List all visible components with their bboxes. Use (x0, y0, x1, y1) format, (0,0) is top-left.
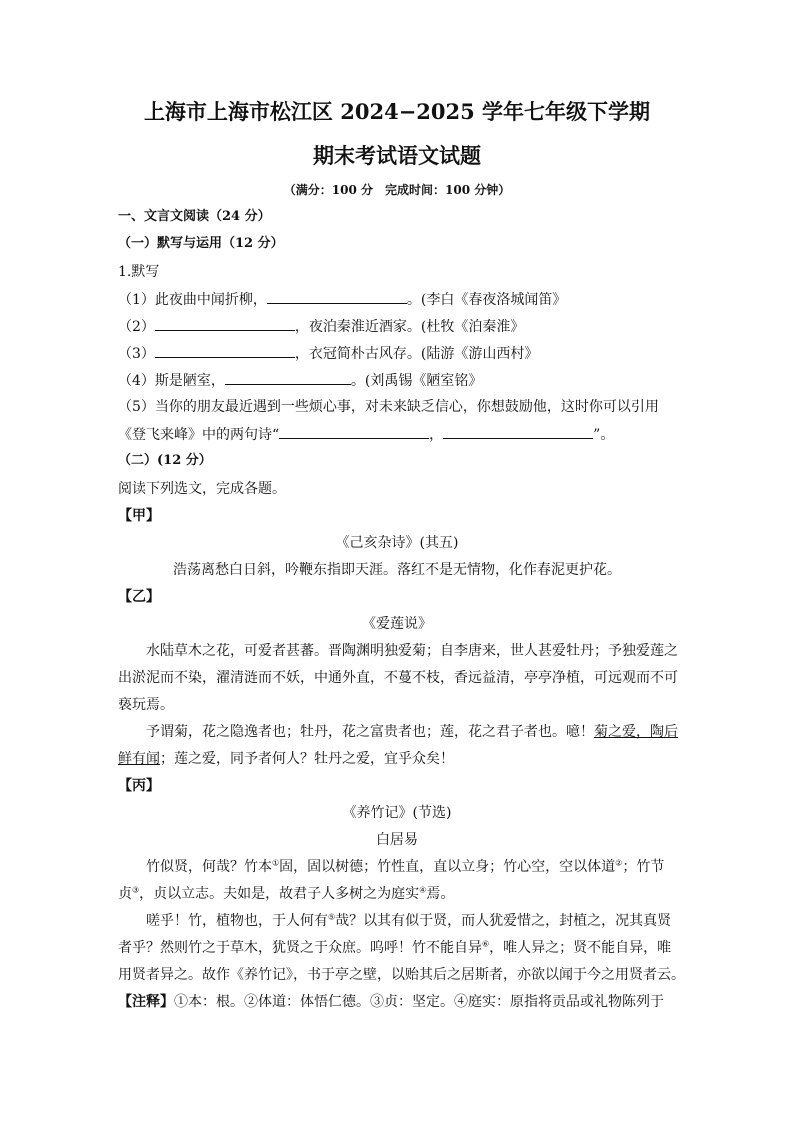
q1-5-text-mid: ， (429, 427, 444, 443)
text-segment: 固，固以树德；竹性直，直以立身；竹心空，空以体道 (279, 859, 616, 875)
passage-jia-text: 浩荡离愁白日斜，吟鞭东指即天涯。落红不是无情物，化作春泥更护花。 (173, 562, 621, 578)
text-segment: ，唯人异之；贤不能自异，唯 (489, 940, 672, 956)
question-1-5-line1 (118, 397, 694, 417)
part1-heading: （一）默写与运用（12 分） (118, 236, 284, 251)
text-segment: 者乎？然则竹之于草木，犹贤之于众庶。呜呼！竹不能自异 (118, 940, 482, 956)
q1-2-text-after: ，夜泊秦淮近酒家。(杜牧《泊秦淮》 (294, 319, 525, 335)
answer-blank[interactable] (225, 370, 351, 385)
text-segment: 贞 (118, 886, 132, 902)
text-segment: 竹似贤，何哉？竹本 (146, 859, 272, 875)
passage-bing-p2-line2 (118, 938, 694, 958)
q1-3-number: （3） (118, 346, 155, 362)
answer-blank[interactable] (267, 289, 407, 304)
q1-5-text-after: ”。 (593, 427, 615, 443)
passage-yi-p2-line2 (118, 749, 694, 769)
footnote-marker: ③ (132, 885, 140, 895)
question-1-4 (118, 370, 694, 391)
footnote-marker: ④ (419, 885, 427, 895)
part2-instruction: 阅读下列选文，完成各题。 (118, 481, 286, 497)
text-segment: 焉。 (426, 886, 455, 902)
q1-4-number: （4） (118, 373, 155, 389)
passage-bing-p1-line2 (118, 884, 694, 904)
section-heading: 一、文言文阅读（24 分） (118, 209, 271, 224)
question-1-label: 1.默写 (118, 264, 160, 280)
question-1-5-line2 (118, 424, 694, 445)
passage-yi-label: 【乙】 (118, 589, 160, 605)
footnote-marker: ⑥ (482, 939, 490, 949)
q1-5-text-before: 《登飞来峰》中的两句诗“ (118, 427, 280, 443)
answer-blank[interactable] (443, 424, 593, 439)
passage-yi-p1-line1: 水陆草木之花，可爱者甚蕃。晋陶渊明独爱菊；自李唐来，世人甚爱牡丹；予独爱莲之 (146, 643, 678, 659)
q1-2-number: （2） (118, 319, 155, 335)
annotation-label: 【注释】 (118, 994, 174, 1010)
q1-1-text-before: 此夜曲中闻折柳， (154, 292, 267, 308)
score-info: （满分：100 分 完成时间：100 分钟） (283, 183, 511, 197)
text-segment: 哉？以其有似于贤，而人犹爱惜之，封植之，况其真贤 (335, 913, 672, 929)
passage-yi-p2-rest: ；莲之爱，同予者何人？牡丹之爱，宜乎众矣！ (160, 751, 454, 767)
answer-blank[interactable] (279, 424, 429, 439)
exam-title-line2: 期末考试语文试题 (313, 143, 481, 168)
q1-1-text-after: 。(李白《春夜洛城闻笛》 (406, 292, 567, 308)
passage-bing-title: 《养竹记》(节选) (342, 805, 452, 821)
answer-blank[interactable] (155, 343, 295, 358)
underlined-sentence: 菊之爱，陶后 (594, 724, 678, 740)
passage-bing-p2-line3: 用贤者异之。故作《养竹记》，书于亭之壁，以贻其后之居斯者，亦欲以闻于今之用贤者云。 (118, 967, 685, 983)
answer-blank[interactable] (155, 316, 295, 331)
text-segment: ；竹节 (622, 859, 665, 875)
passage-yi-title: 《爱莲说》 (362, 616, 432, 632)
passage-yi-p1-line2: 出淤泥而不染，濯清涟而不妖，中通外直，不蔓不枝，香远益清，亭亭净植，可远观而不可 (118, 670, 678, 686)
footnote-marker: ② (615, 858, 623, 868)
passage-bing-author: 白居易 (376, 832, 418, 848)
passage-yi-p2-line1 (146, 722, 694, 742)
footnote-marker: ⑤ (328, 912, 336, 922)
text-segment: ，贞以立志。夫如是，故君子人多树之为庭实 (139, 886, 420, 902)
passage-bing-label: 【丙】 (118, 778, 160, 794)
underlined-sentence-end: 鲜有闻 (118, 751, 160, 767)
part2-heading: （二）(12 分） (118, 453, 212, 468)
passage-bing-p1-line1 (146, 857, 694, 877)
passage-jia-label: 【甲】 (118, 508, 160, 524)
annotation-line (118, 992, 694, 1012)
question-1-3 (118, 343, 694, 364)
exam-title-line1: 上海市上海市松江区 2024−2025 学年七年级下学期 (143, 99, 651, 124)
q1-5-text-line1: 当你的朋友最近遇到一些烦心事，对未来缺乏信心，你想鼓励他，这时你可以引用 (154, 399, 659, 415)
passage-yi-p1-line3: 亵玩焉。 (118, 697, 174, 713)
question-1-1 (118, 289, 694, 310)
annotation-text: ①本：根。②体道：体悟仁德。③贞：坚定。④庭实：原指将贡品或礼物陈列于 (174, 994, 664, 1010)
q1-4-text-before: 斯是陋室， (154, 373, 225, 389)
passage-jia-title: 《己亥杂诗》(其五) (335, 535, 459, 551)
q1-3-text-after: ，衣冠简朴古风存。(陆游《游山西村》 (294, 346, 539, 362)
q1-1-number: （1） (118, 292, 155, 308)
q1-4-text-after: 。(刘禹锡《陋室铭》 (350, 373, 483, 389)
passage-bing-p2-line1 (146, 911, 694, 931)
text-segment: 嗟乎！竹，植物也，于人何有 (146, 913, 328, 929)
passage-yi-p2-plain: 予谓菊，花之隐逸者也；牡丹，花之富贵者也；莲，花之君子者也。噫！ (146, 724, 594, 740)
footnote-marker: ① (272, 858, 280, 868)
question-1-2 (118, 316, 694, 337)
q1-5-number: （5） (118, 399, 155, 415)
